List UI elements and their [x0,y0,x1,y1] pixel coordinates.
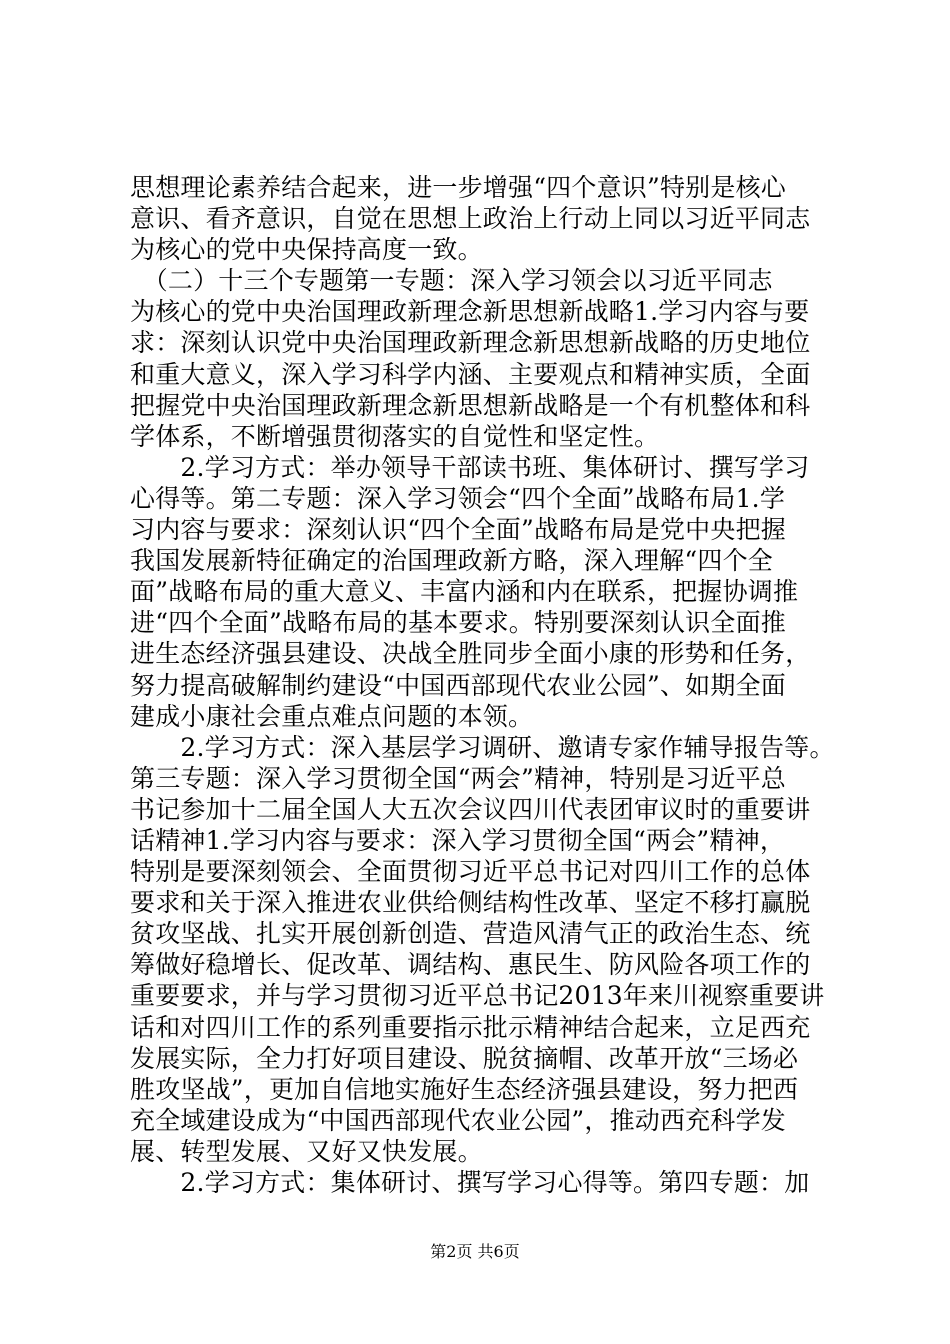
page-number-label: 第2页 共6页 [430,1242,520,1261]
text-line: 为核心的党中央保持高度一致。 [130,235,483,265]
text-line: 进“四个全面”战略布局的基本要求。特别要深刻认识全面推 [130,608,786,638]
text-line: 展、转型发展、又好又快发展。 [130,1136,483,1166]
text-line: 2.学习方式：集体研讨、撰写学习心得等。第四专题：加 [130,1168,810,1197]
text-line: 把握党中央治国理政新理念新思想新战略是一个有机整体和科 [130,390,811,420]
text-line: 我国发展新特征确定的治国理政新方略，深入理解“四个全 [130,546,773,576]
text-line: 书记参加十二届全国人大五次会议四川代表团审议时的重要讲 [130,794,811,824]
text-line: 心得等。第二专题：深入学习领会“四个全面”战略布局1.学 [130,483,786,513]
text-line: 胜攻坚战”，更加自信地实施好生态经济强县建设，努力把西 [130,1074,799,1104]
text-line: 习内容与要求：深刻认识“四个全面”战略布局是党中央把握 [130,515,786,545]
text-line: 话和对四川工作的系列重要指示批示精神结合起来，立足西充 [130,1012,811,1042]
text-line: 2.学习方式：深入基层学习调研、邀请专家作辅导报告等。 [130,732,835,762]
text-line: 话精神1.学习内容与要求：深入学习贯彻全国“两会”精神， [130,825,786,855]
text-line: 筹做好稳增长、促改革、调结构、惠民生、防风险各项工作的 [130,950,811,980]
text-line: 建成小康社会重点难点问题的本领。 [130,701,534,731]
text-line: 发展实际，全力打好项目建设、脱贫摘帽、改革开放“三场必 [130,1043,799,1073]
body-text [130,172,835,1198]
text-line: 贫攻坚战、扎实开展创新创造、营造风清气正的政治生态、统 [130,919,811,949]
text-line: 2.学习方式：举办领导干部读书班、集体研讨、撰写学习 [130,452,810,482]
text-line: （二）十三个专题第一专题：深入学习领会以习近平同志 [130,266,773,296]
text-line: 充全域建设成为“中国西部现代农业公园”，推动西充科学发 [130,1105,786,1135]
text-line: 要求和关于深入推进农业供给侧结构性改革、坚定不移打赢脱 [130,888,811,918]
text-line: 意识、看齐意识，自觉在思想上政治上行动上同以习近平同志 [130,204,811,234]
text-line: 学体系，不断增强贯彻落实的自觉性和坚定性。 [130,421,660,451]
text-line: 和重大意义，深入学习科学内涵、主要观点和精神实质，全面 [130,359,811,389]
text-line: 求：深刻认识党中央治国理政新理念新思想新战略的历史地位 [130,328,811,358]
text-line: 特别是要深刻领会、全面贯彻习近平总书记对四川工作的总体 [130,857,811,887]
text-line: 为核心的党中央治国理政新理念新思想新战略1.学习内容与要 [130,297,810,327]
text-line: 面”战略布局的重大意义、丰富内涵和内在联系，把握协调推 [130,577,799,607]
page-footer [0,1242,950,1262]
text-line: 努力提高破解制约建设“中国西部现代农业公园”、如期全面 [130,670,786,700]
text-line: 进生态经济强县建设、决战全胜同步全面小康的形势和任务， [130,639,811,669]
text-line: 重要要求，并与学习贯彻习近平总书记2013年来川视察重要讲 [130,981,825,1011]
text-line: 思想理论素养结合起来，进一步增强“四个意识”特别是核心 [130,173,786,202]
text-line: 第三专题：深入学习贯彻全国“两会”精神，特别是习近平总 [130,763,786,793]
